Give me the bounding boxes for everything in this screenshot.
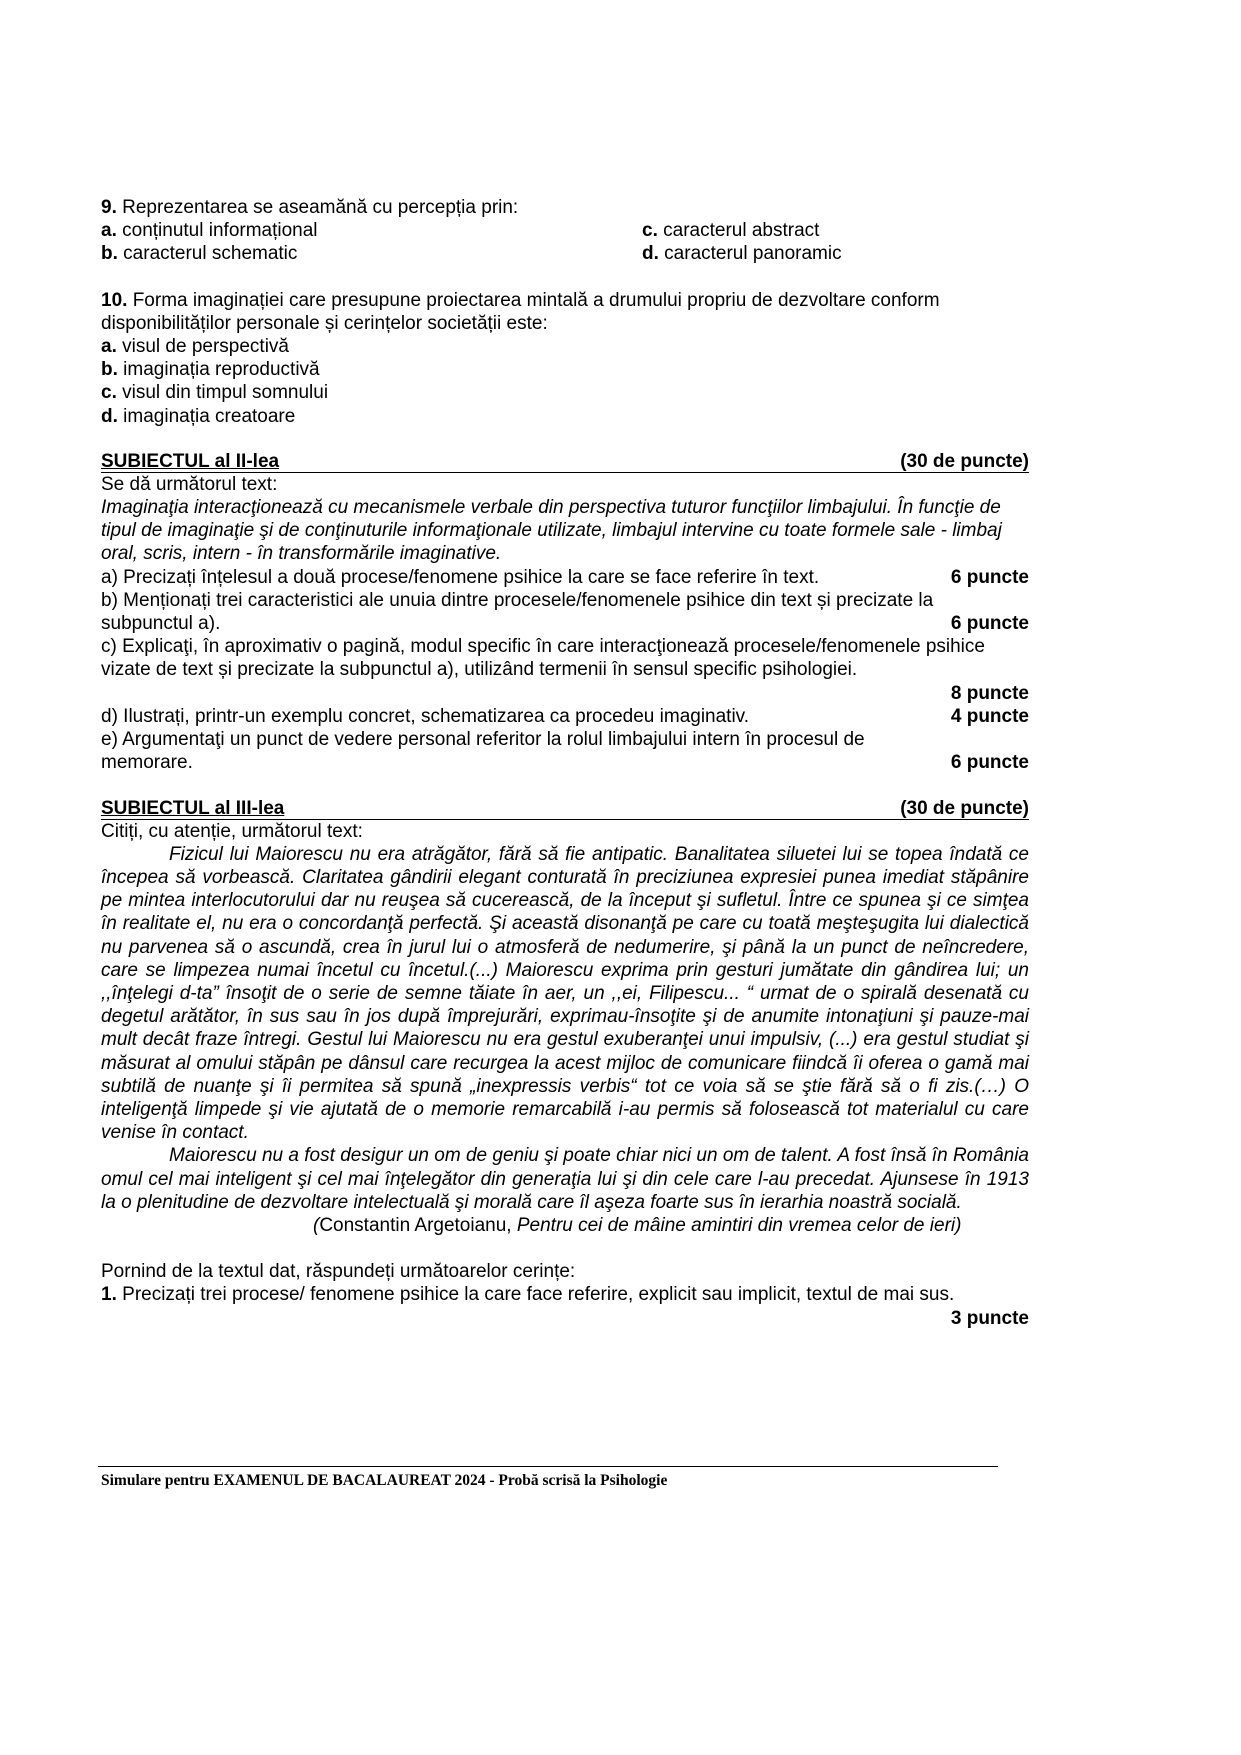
q9-c-letter: c.	[642, 220, 658, 242]
task-2a-text: a) Precizați înțelesul a două procese/fenomene psihice la care se face referire în text.	[101, 566, 820, 588]
section-3-points: (30 de puncte)	[900, 797, 1029, 819]
text-source: (Constantin Argetoianu, Pentru cei de mâine amintiri din vremea celor de ieri)	[313, 1214, 962, 1236]
task-3-1-points: 3 puncte	[950, 1307, 1029, 1329]
source-title: Pentru cei de mâine amintiri din vremea celor de ieri	[516, 1214, 956, 1236]
q10-text: Forma imaginației care presupune proiectarea mintală a drumului propriu de dezvoltare conform disponibilităților personale și cerințelor societății este:	[101, 289, 940, 334]
q10-b-letter: b.	[101, 359, 118, 381]
section-3-paragraph-2: Maiorescu nu a fost desigur un om de geniu şi poate chiar nici un om de talent. A fost însă în România omul cel mai inteligent şi cel mai înţelegător din generaţia lui şi din cele care l-au precedat. Ajunsese în 1913 la o plenitudine de dezvoltare intelectuală şi morală care îl aşeza foarte sus în ierarhia noastră socială.	[101, 1145, 1029, 1213]
section-3	[101, 798, 1029, 1330]
question-9	[101, 196, 1029, 266]
q9-option-b: caracterul schematic	[123, 243, 298, 265]
section-2	[101, 451, 1029, 775]
section-2-intro: Se dă următorul text:	[101, 473, 278, 495]
task-2c-text: c) Explicaţi, în aproximativ o pagină, modul specific în care interacţionează procesele/fenomenele psihice vizate de text și precizate la subpunctul a), utilizând termenii în sensul specific psihologiei.	[101, 636, 985, 681]
question-10	[101, 289, 1029, 428]
q9-option-a: conținutul informațional	[122, 220, 318, 242]
q10-c-letter: c.	[101, 382, 117, 404]
task-2e-points: 6 puncte	[950, 752, 1029, 774]
task-3-1-number: 1.	[101, 1284, 117, 1306]
q10-option-a: visul de perspectivă	[122, 336, 290, 358]
q9-text: Reprezentarea se aseamănă cu percepția prin:	[122, 197, 519, 218]
task-2b-points: 6 puncte	[950, 613, 1029, 635]
section-2-title: SUBIECTUL al II-lea	[101, 450, 280, 472]
section-3-title: SUBIECTUL al III-lea	[101, 797, 285, 819]
q10-option-b: imaginația reproductivă	[123, 359, 320, 381]
task-2b-text: b) Menționați trei caracteristici ale unuia dintre procesele/fenomenele psihice din text și precizate la subpunctul a).	[101, 589, 934, 635]
task-2e-text: e) Argumentaţi un punct de vedere personal referitor la rolul limbajului intern în procesul de memorare.	[101, 729, 865, 774]
tasks-intro: Pornind de la textul dat, răspundeți următoarelor cerințe:	[101, 1261, 576, 1283]
section-3-heading	[101, 798, 1029, 820]
exam-page	[101, 196, 1029, 1330]
section-2-points: (30 de puncte)	[900, 450, 1029, 472]
source-author: Constantin Argetoianu,	[319, 1214, 517, 1236]
q9-a-letter: a.	[101, 220, 117, 242]
task-2a-points: 6 puncte	[950, 566, 1029, 588]
q9-number: 9.	[101, 197, 117, 218]
footer-divider	[98, 1466, 998, 1467]
q9-d-letter: d.	[642, 243, 659, 265]
section-2-heading	[101, 451, 1029, 473]
task-2d-points: 4 puncte	[950, 705, 1029, 727]
task-2c-points: 8 puncte	[950, 682, 1029, 704]
task-3-1-text: Precizați trei procese/ fenomene psihice la care face referire, explicit sau implicit, textul de mai sus.	[122, 1284, 955, 1306]
q10-d-letter: d.	[101, 405, 118, 427]
q10-a-letter: a.	[101, 336, 117, 358]
q10-option-d: imaginația creatoare	[123, 405, 296, 427]
q10-option-c: visul din timpul somnului	[122, 382, 329, 404]
q9-b-letter: b.	[101, 243, 118, 265]
section-3-intro: Citiți, cu atenție, următorul text:	[101, 820, 363, 842]
section-2-quote: Imaginaţia interacţionează cu mecanismele verbale din perspectiva tuturor funcţiilor limbajului. În funcţie de tipul de imaginaţie şi de conţinuturile informaţionale utilizate, limbajul intervine cu toate formele sale - limbaj oral, scris, intern - în transformările imaginative.	[101, 497, 1002, 565]
page-footer: Simulare pentru EXAMENUL DE BACALAUREAT 2024 - Probă scrisă la Psihologie	[101, 1472, 668, 1489]
section-3-paragraph-1: Fizicul lui Maiorescu nu era atrăgător, fără să fie antipatic. Banalitatea siluetei lui se topea îndată ce începea să vorbească. Claritatea gândirii elegant conturată în preciziunea expresiei punea imediat stăpânire pe mintea interlocutorului dar nu reuşea să cucerească, de la început şi sufletul. Între ce spunea şi ce simţea în realitate el, nu era o concordanţă perfectă. Şi această disonanţă pe care cu toată meşteşugita lui dialectică nu parvenea să o ascundă, crea în jurul lui o atmosferă de nedumerire, şi până la un punct de neîncredere, care se limpezea numai încetul cu încetul.(...) Maiorescu exprima prin gesturi jumătate din gândirea lui; un ,,înţelegi d-ta” însoţit de o serie de semne tăiate în aer, un ,,ei, Filipescu... “ urmat de o spirală desenată cu degetul arătător, în sus sau în jos după împrejurări, exprimau-însoţite şi de anumite intonaţiuni şi pauze-mai mult decât fraze întregi. Gestul lui Maiorescu nu era gestul exuberanţei unui impulsiv, (...) era gestul studiat şi măsurat al omului stăpân pe dânsul care recurgea la acest mijloc de comunicare fiindcă îi oferea o gamă mai subtilă de nuanţe şi îi permitea să spună „inexpressis verbis“ tot ce voia să se ştie fără să o fi zis.(…) O inteligenţă limpede şi vie ajutată de o memorie remarcabilă i-au permis să folosească tot materialul cu care venise în contact.	[101, 843, 1029, 1144]
q9-option-d: caracterul panoramic	[664, 243, 842, 265]
task-2d-text: d) Ilustrați, printr-un exemplu concret, schematizarea ca procedeu imaginativ.	[101, 705, 750, 727]
q9-option-c: caracterul abstract	[663, 220, 820, 242]
q10-number: 10.	[101, 289, 128, 311]
